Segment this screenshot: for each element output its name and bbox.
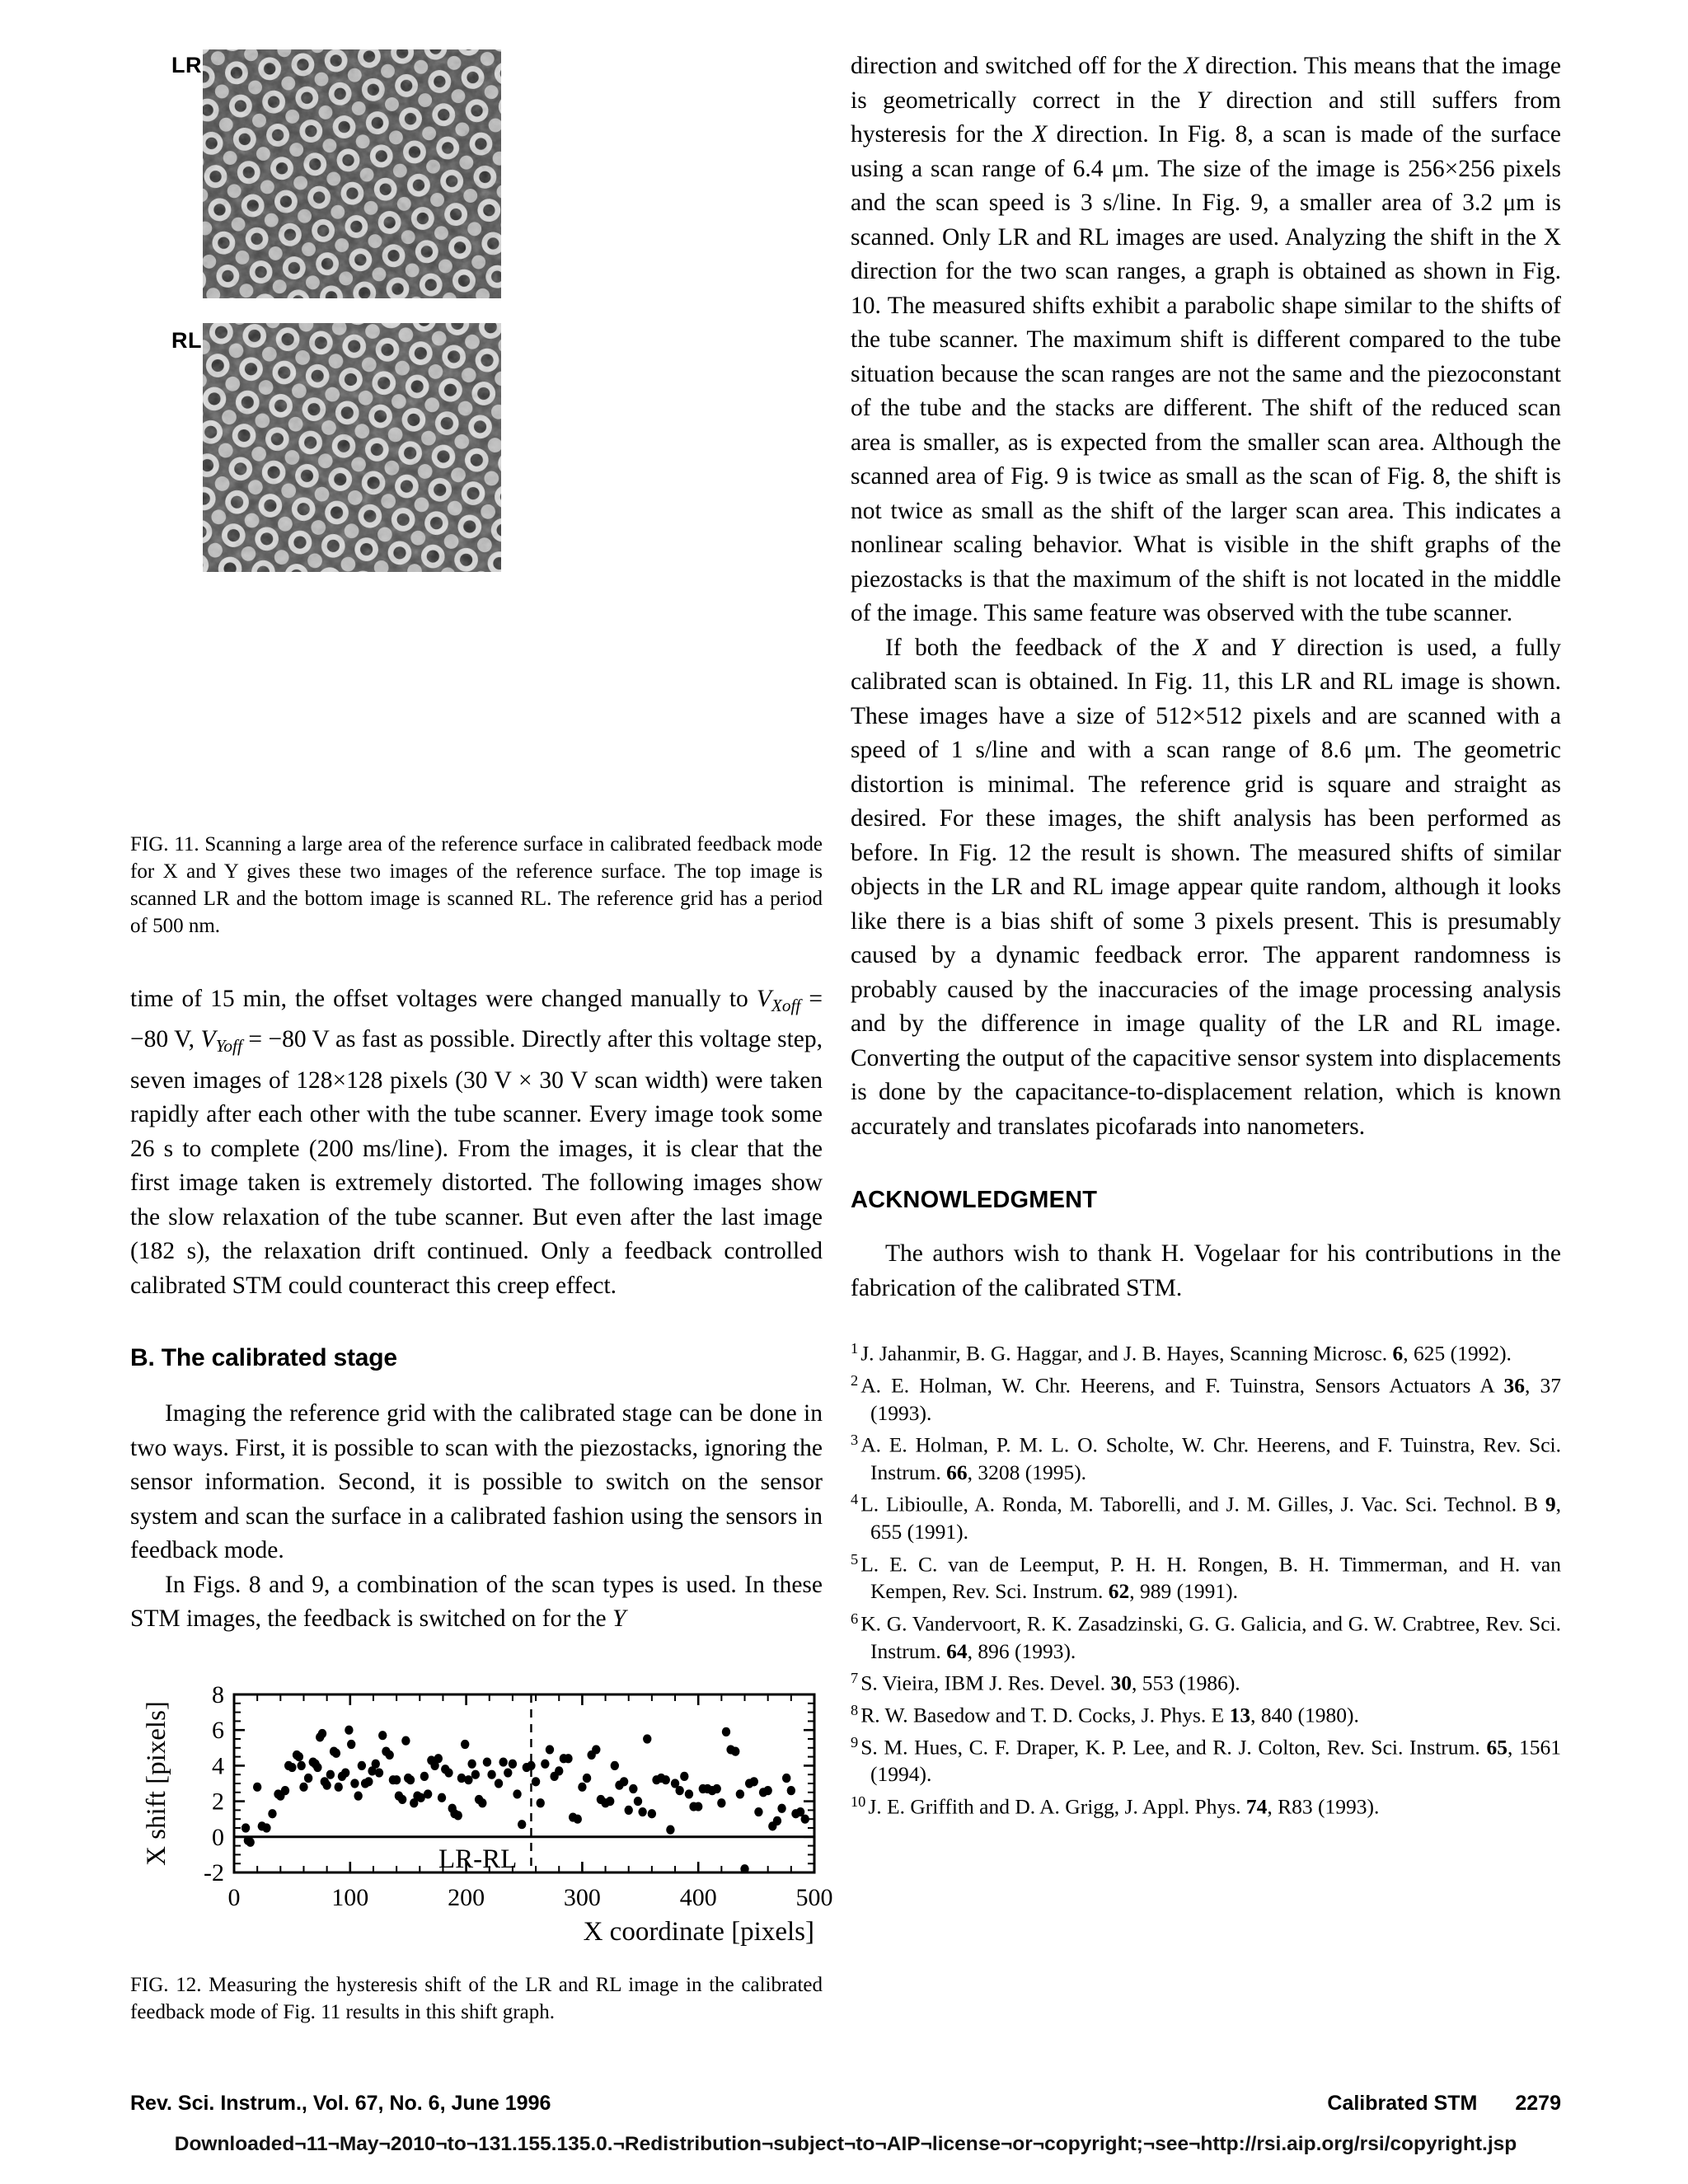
left-p1-seg-a: time of 15 min, the offset voltages were changed manually to [130, 986, 757, 1012]
data-point [499, 1757, 507, 1766]
data-point [606, 1797, 614, 1806]
right-p2-y: Y [1269, 634, 1284, 661]
data-point [444, 1768, 452, 1777]
data-point [420, 1772, 429, 1781]
data-point [401, 1736, 410, 1746]
reference-volume: 74 [1245, 1794, 1268, 1818]
data-point [527, 1761, 535, 1770]
x-tick-label: 200 [448, 1884, 485, 1911]
data-point [777, 1804, 785, 1813]
data-point [454, 1811, 462, 1820]
reference-item [851, 1729, 1561, 1788]
left-p1-vxoff: V [756, 986, 771, 1012]
data-point [532, 1777, 540, 1786]
reference-volume: 30 [1110, 1671, 1132, 1695]
data-point [434, 1754, 443, 1763]
right-paragraph-1 [851, 49, 1561, 631]
left-p1-vyoff-sub: Yoff [215, 1036, 242, 1057]
data-point [378, 1731, 387, 1740]
reference-item [851, 1427, 1561, 1486]
data-point [722, 1727, 730, 1736]
data-point [335, 1783, 343, 1792]
figure-11-rl-image [203, 323, 501, 572]
reference-number: 9 [851, 1733, 859, 1750]
reference-item [851, 1605, 1561, 1665]
reference-volume: 64 [946, 1638, 968, 1663]
data-point [372, 1760, 380, 1769]
data-point [398, 1795, 406, 1804]
reference-item [851, 1665, 1561, 1697]
right-p2-x: X [1193, 634, 1208, 661]
data-point [773, 1816, 781, 1825]
reference-list [851, 1335, 1561, 1821]
data-point [253, 1783, 261, 1792]
download-notice: Downloaded¬11¬May¬2010¬to¬131.155.135.0.¬Redistribution¬subject¬to¬AIP¬license¬or¬copyright;¬see¬http://rsi.aip.org/rsi/copyright.jsp [174, 2133, 1517, 2155]
data-point [438, 1793, 446, 1802]
right-p2-seg-a: If both the feedback of the [885, 634, 1193, 661]
left-paragraph-1 [130, 982, 823, 1303]
reference-text: , 553 (1986). [1131, 1671, 1240, 1695]
left-p1-seg-c: = −80 V as fast as possible. Directly after this voltage step, seven images of 128×128 pixels (30 V × 30 V scan width) were taken rapidly after each other with the tube scanner. Every image took some 26 s to complete (200 ms/line). From the images, it is clear that the first image taken is extremely distorted. The following images show the slow relaxation of the tube scanner. But even after the last image (182 s), the relaxation drift continued. Only a feedback controlled calibrated STM could counteract this creep effect. [130, 1026, 823, 1299]
data-point [518, 1820, 526, 1829]
data-point [495, 1779, 503, 1788]
data-point [326, 1770, 335, 1779]
data-point [625, 1806, 633, 1815]
reference-text: S. Vieira, IBM J. Res. Devel. [860, 1671, 1111, 1695]
left-p1-vxoff-sub: Xoff [771, 995, 801, 1015]
reference-text: , 840 (1980). [1250, 1703, 1359, 1727]
reference-text: R. W. Basedow and T. D. Cocks, J. Phys. E [860, 1703, 1230, 1727]
reference-text: , 989 (1991). [1129, 1579, 1238, 1604]
figure-12-caption: FIG. 12. Measuring the hysteresis shift of the LR and RL image in the calibrated feedback mode of Fig. 11 results in this shift graph. [130, 1974, 823, 2023]
data-point [717, 1798, 725, 1807]
y-tick-label: 8 [212, 1681, 224, 1708]
reference-volume: 6 [1392, 1341, 1404, 1366]
reference-number: 8 [851, 1701, 859, 1718]
data-point [680, 1772, 688, 1781]
y-tick-label: -2 [204, 1859, 224, 1886]
reference-text: A. E. Holman, P. M. L. O. Scholte, W. Chr. Heerens, and F. Tuinstra, Rev. Sci. Instrum. [860, 1432, 1561, 1484]
data-point [341, 1768, 349, 1777]
data-point [662, 1775, 670, 1784]
data-point [246, 1838, 255, 1847]
data-point [736, 1789, 744, 1798]
left-p1-vyoff: V [200, 1026, 216, 1053]
data-point [787, 1786, 795, 1795]
left-column [130, 831, 823, 1637]
x-tick-label: 300 [563, 1884, 601, 1911]
data-point [471, 1770, 480, 1779]
data-point [358, 1761, 366, 1770]
data-point [299, 1783, 307, 1792]
reference-text: A. E. Holman, W. Chr. Heerens, and F. Tuinstra, Sensors Actuators A [860, 1373, 1504, 1397]
reference-number: 3 [851, 1432, 859, 1448]
reference-item [851, 1335, 1561, 1367]
data-point [648, 1809, 656, 1818]
data-point [297, 1761, 305, 1770]
data-point [801, 1815, 809, 1824]
x-tick-label: 500 [795, 1884, 833, 1911]
reference-item [851, 1697, 1561, 1729]
reference-item [851, 1486, 1561, 1545]
reference-volume: 62 [1108, 1579, 1130, 1604]
x-tick-label: 100 [331, 1884, 369, 1911]
data-point [643, 1734, 651, 1743]
footer-journal-info: Rev. Sci. Instrum., Vol. 67, No. 6, June 1996 [130, 2092, 551, 2115]
footer-page-number: 2279 [1515, 2092, 1561, 2115]
reference-number: 4 [851, 1491, 859, 1508]
footer-running-title: Calibrated STM [1327, 2092, 1478, 2115]
data-point [350, 1779, 359, 1788]
data-point [322, 1781, 331, 1790]
chart-data-points [241, 1726, 809, 1874]
data-point [487, 1770, 495, 1779]
data-point [332, 1749, 340, 1758]
data-point [638, 1807, 646, 1816]
data-point [564, 1754, 572, 1763]
y-tick-label: 2 [212, 1788, 224, 1816]
reference-text: , 655 (1991). [870, 1492, 1561, 1544]
acknowledgment-heading: ACKNOWLEDGMENT [851, 1187, 1098, 1213]
y-tick-label: 0 [212, 1823, 224, 1851]
reference-text: L. E. C. van de Leemput, P. H. H. Rongen, B. H. Timmerman, and H. van Kempen, Rev. Sci. Instrum. [860, 1551, 1561, 1604]
chart-x-axis-label: X coordinate [pixels] [583, 1917, 814, 1947]
reference-number: 10 [851, 1793, 866, 1810]
data-point [555, 1766, 563, 1775]
data-point [537, 1798, 545, 1807]
right-column [851, 49, 1561, 1821]
data-point [318, 1729, 326, 1738]
data-point [364, 1777, 373, 1786]
data-point [546, 1745, 554, 1754]
x-tick-label: 400 [679, 1884, 717, 1911]
data-point [504, 1768, 512, 1777]
figure-12 [130, 1665, 839, 1953]
data-point [541, 1760, 549, 1769]
data-point [611, 1761, 619, 1770]
right-p1-seg-a: direction and switched off for the [851, 53, 1184, 79]
figure-11-lr-image [203, 49, 501, 298]
data-point [592, 1745, 600, 1754]
right-p2-seg-c: direction is used, a fully calibrated scan is obtained. In Fig. 11, this LR and RL image is shown. These images have a size of 512×512 pixels and are scanned with a speed of 1 s/line and with a scan range of 8.6 μm. The geometric distortion is minimal. The reference grid is square and straight as desired. For these images, the shift analysis has been performed as before. In Fig. 12 the result is shown. The measured shifts of similar objects in the LR and RL image appear quite random, although it looks like there is a bias shift of some 3 pixels present. This is presumably caused by a dynamic feedback error. The apparent randomness is probably caused by the inaccuracies of the image processing analysis and by the difference in image quality of the LR and RL image. Converting the output of the capacitive sensor system into displacements is done by the capacitance-to-displacement relation, which is known accurately and translates picofarads into nanometers. [851, 634, 1561, 1140]
right-p2-seg-b: and [1207, 634, 1270, 661]
data-point [375, 1768, 383, 1777]
reference-text: L. Libioulle, A. Ronda, M. Taborelli, and J. M. Gilles, J. Vac. Sci. Technol. B [860, 1492, 1545, 1516]
reference-text: , 3208 (1995). [967, 1460, 1087, 1484]
reference-item [851, 1788, 1561, 1821]
right-p1-seg-c: direction and still suffers from hysteresis for the [851, 87, 1561, 148]
reference-number: 1 [851, 1340, 859, 1357]
data-point [295, 1752, 303, 1761]
data-point [345, 1726, 353, 1735]
data-point [347, 1740, 355, 1749]
data-point [731, 1747, 739, 1756]
data-point [354, 1792, 362, 1801]
data-point [241, 1823, 250, 1832]
data-point [281, 1786, 289, 1795]
chart-y-axis-label: X shift [pixels] [142, 1701, 171, 1866]
section-heading-b: B. The calibrated stage [130, 1344, 397, 1372]
data-point [574, 1815, 582, 1824]
footer-right-group [1327, 2092, 1561, 2116]
data-point [620, 1777, 628, 1786]
data-point [483, 1757, 491, 1766]
data-point [288, 1763, 296, 1772]
acknowledgment-text: The authors wish to thank H. Vogelaar for his contributions in the fabrication of the calibrated STM. [851, 1240, 1561, 1301]
reference-text: K. G. Vandervoort, R. K. Zasadzinski, G. G. Galicia, and G. W. Crabtree, Rev. Sci. Instrum. [860, 1611, 1561, 1663]
reference-item [851, 1367, 1561, 1427]
data-point [268, 1809, 276, 1818]
reference-text: J. E. Griffith and D. A. Grigg, J. Appl. Phys. [868, 1794, 1246, 1818]
reference-number: 6 [851, 1610, 859, 1627]
reference-number: 5 [851, 1550, 859, 1568]
data-point [406, 1775, 415, 1784]
y-tick-label: 4 [212, 1752, 224, 1780]
data-point [304, 1774, 312, 1783]
data-point [578, 1783, 586, 1792]
data-point [750, 1777, 758, 1786]
data-point [754, 1807, 762, 1816]
left-paragraph-3 [130, 1568, 823, 1637]
right-p1-seg-b: direction. This means that the image is geometrically correct in the [851, 53, 1561, 114]
figure-11-lr-label: LR [171, 53, 202, 77]
data-point [461, 1740, 469, 1749]
data-point [509, 1760, 517, 1769]
reference-text: , 625 (1992). [1403, 1341, 1512, 1366]
reference-text: , 37 (1993). [870, 1373, 1561, 1425]
page-footer [130, 2092, 1561, 2116]
data-point [464, 1775, 472, 1784]
data-point [713, 1784, 721, 1793]
reference-volume: 9 [1545, 1492, 1556, 1516]
left-p3-seg-a: In Figs. 8 and 9, a combination of the scan types is used. In these STM images, the feedback is switched on for the [130, 1571, 823, 1633]
data-point [740, 1864, 748, 1873]
right-p1-x: X [1184, 53, 1199, 79]
right-paragraph-2 [851, 631, 1561, 1145]
data-point [478, 1798, 486, 1807]
reference-text: , R83 (1993). [1267, 1794, 1380, 1818]
left-paragraph-2: Imaging the reference grid with the calibrated stage can be done in two ways. First, it is possible to scan with the piezostacks, ignoring the sensor information. Second, it is possible to switch on the sensor system and scan the surface in a calibrated fashion using the sensors in feedback mode. [130, 1400, 823, 1564]
data-point [313, 1763, 321, 1772]
reference-volume: 66 [946, 1460, 968, 1484]
reference-number: 2 [851, 1371, 859, 1389]
data-point [629, 1784, 637, 1793]
reference-volume: 65 [1486, 1734, 1507, 1759]
data-point [583, 1774, 591, 1783]
reference-text: S. M. Hues, C. F. Draper, K. P. Lee, and R. J. Colton, Rev. Sci. Instrum. [860, 1734, 1487, 1759]
reference-text: J. Jahanmir, B. G. Haggar, and J. B. Hayes, Scanning Microsc. [860, 1341, 1393, 1366]
reference-volume: 36 [1503, 1373, 1525, 1397]
data-point [634, 1797, 642, 1806]
data-point [385, 1750, 393, 1760]
figure-11-caption: FIG. 11. Scanning a large area of the reference surface in calibrated feedback mode for X and Y gives these two images of the reference surface. The top image is scanned LR and the bottom image is scanned RL. The reference grid has a period of 500 nm. [130, 833, 823, 937]
reference-item [851, 1546, 1561, 1605]
x-tick-label: 0 [227, 1884, 241, 1911]
left-p3-y: Y [612, 1605, 626, 1633]
left-p1-seg-b: = −80 V, [130, 986, 823, 1053]
data-point [467, 1760, 476, 1769]
data-point [666, 1825, 674, 1835]
data-point [513, 1789, 521, 1798]
reference-volume: 13 [1229, 1703, 1251, 1727]
data-point [392, 1775, 401, 1784]
right-p1-seg-d: direction. In Fig. 8, a scan is made of the surface using a scan range of 6.4 μm. The size of the image is 256×256 pixels and the scan speed is 3 s/line. In Fig. 9, a smaller area of 3.2 μm is scanned. Only LR and RL images are used. Analyzing the shift in the X direction for the two scan ranges, a graph is obtained as shown in Fig. 10. The measured shifts exhibit a parabolic shape similar to the shifts of the tube scanner. The maximum shift is different compared to the tube situation because the scan ranges are not the same and the piezoconstant of the tube and the stacks are different. The shift of the reduced scan area is smaller, as is expected from the smaller scan area. Although the scanned area of Fig. 9 is twice as small as the scan of Fig. 8, the shift is not twice as small as the shift of the larger scan area. This indicates a nonlinear scaling behavior. What is visible in the shift graphs of the piezostacks is that the maximum of the shift is not located in the middle of the image. This same feature was observed with the tube scanner. [851, 121, 1561, 626]
reference-text: , 1561 (1994). [870, 1734, 1561, 1787]
data-point [782, 1774, 790, 1783]
right-p1-x2: X [1032, 121, 1048, 148]
figure-11-rl-label: RL [171, 328, 202, 353]
right-p1-y: Y [1196, 87, 1211, 114]
figure-12-scatter-plot [130, 1665, 839, 1953]
chart-annotation: LR-RL [438, 1844, 518, 1874]
data-point [262, 1823, 270, 1832]
data-point [694, 1802, 702, 1811]
reference-text: , 896 (1993). [967, 1638, 1076, 1663]
data-point [685, 1789, 693, 1798]
data-point [763, 1786, 771, 1795]
reference-number: 7 [851, 1670, 859, 1686]
y-tick-label: 6 [212, 1717, 224, 1745]
data-point [675, 1786, 683, 1795]
data-point [424, 1789, 432, 1798]
